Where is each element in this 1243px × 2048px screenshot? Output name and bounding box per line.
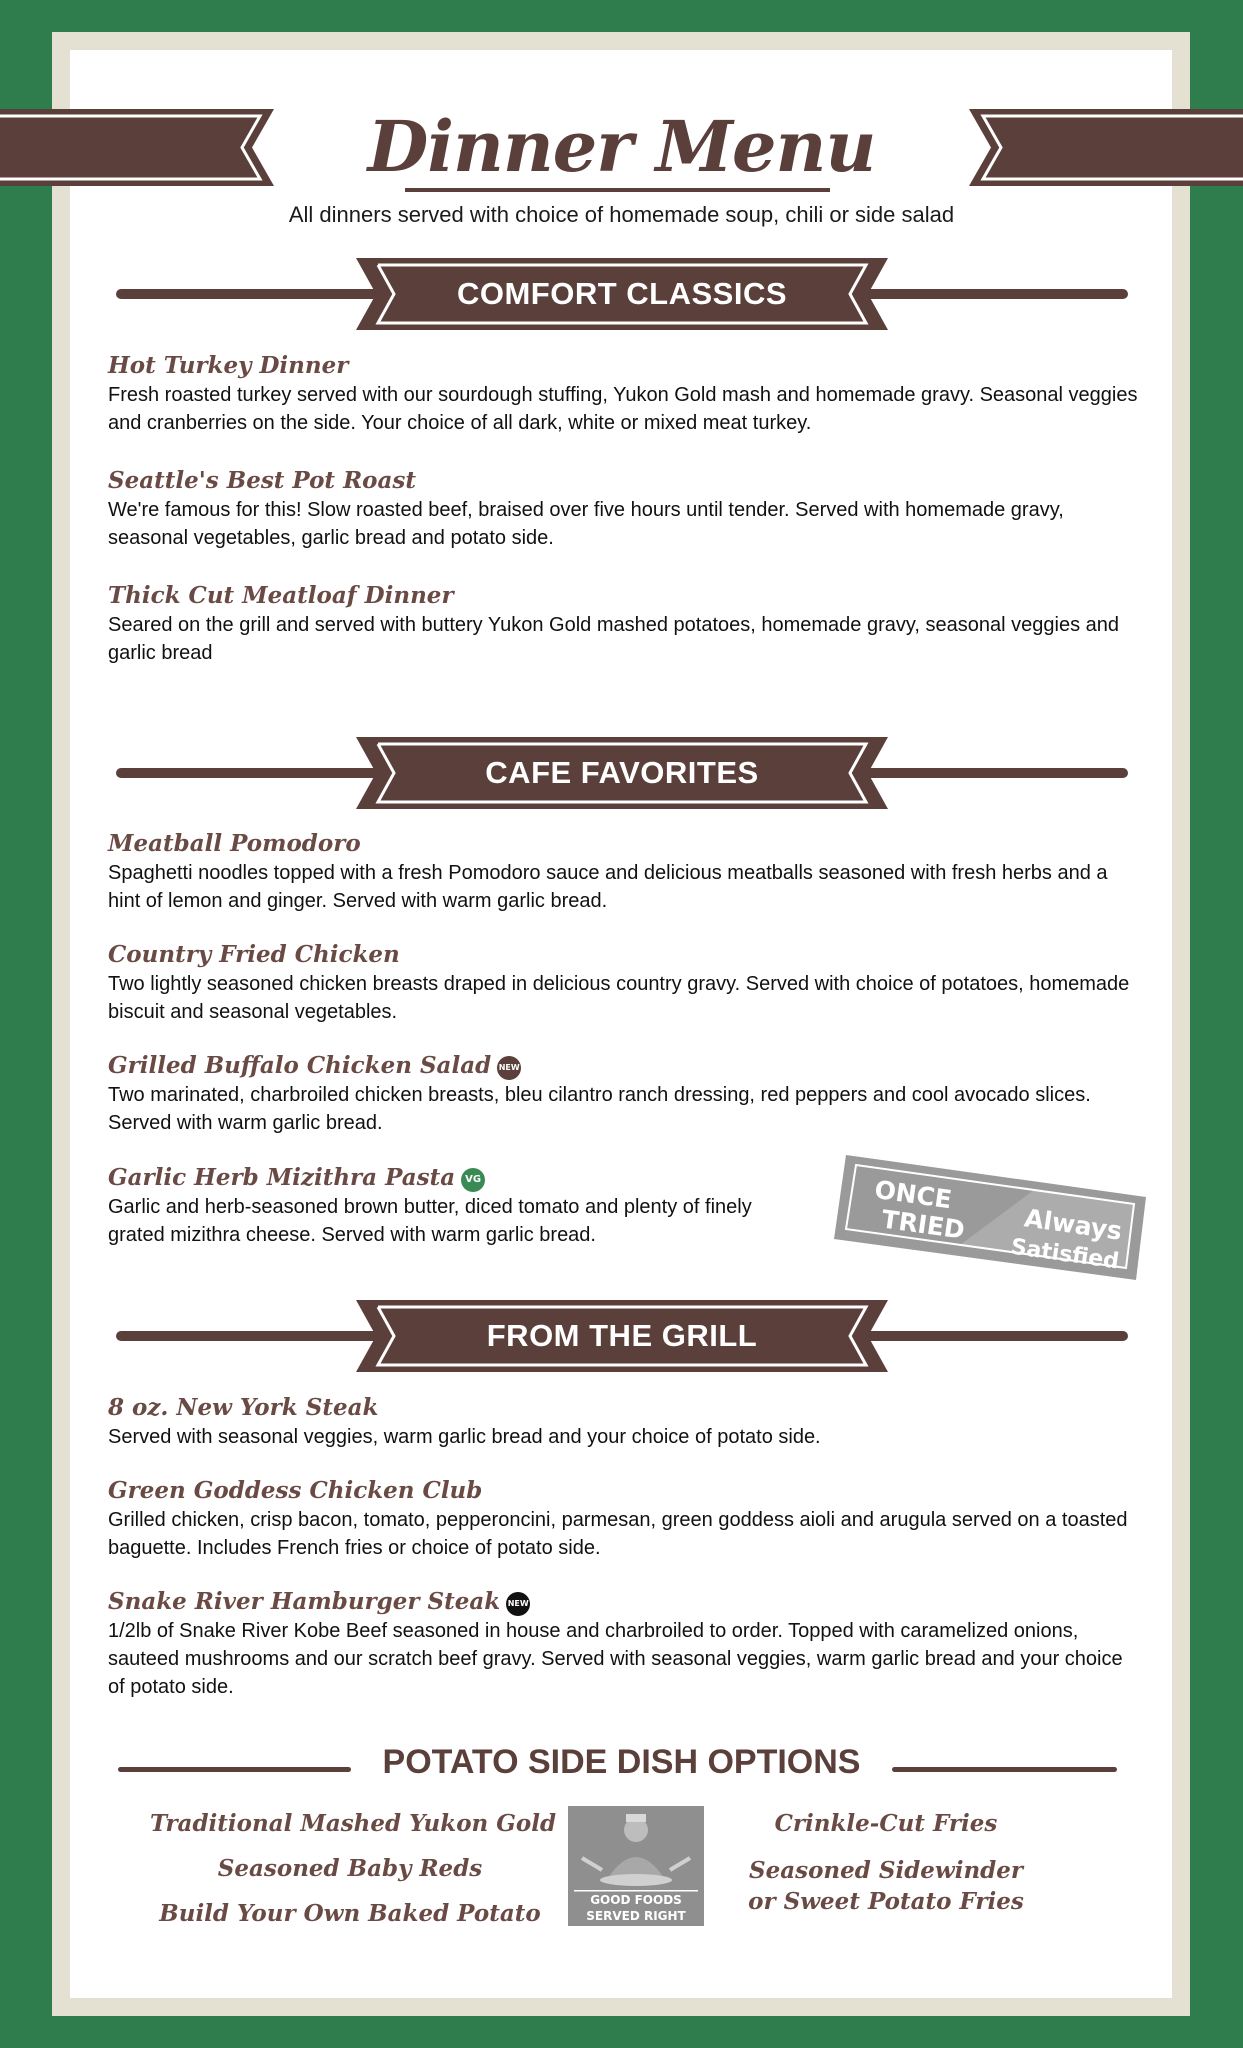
item-name: Green Goddess Chicken Club xyxy=(108,1477,483,1504)
item-description: We're famous for this! Slow roasted beef, braised over five hours until tender. Served with homemade gravy, seasonal vegetables, garlic bread and potato side. xyxy=(108,499,1064,549)
item-description: Garlic and herb-seasoned brown butter, diced tomato and plenty of finely grated mizithra cheese. Served with warm garlic bread. xyxy=(108,1196,752,1246)
item-name: Meatball Pomodoro xyxy=(108,830,361,857)
potato-section-title: POTATO SIDE DISH OPTIONS xyxy=(382,1743,861,1781)
title-underline xyxy=(405,188,830,192)
item-name: Garlic Herb Mizithra Pasta xyxy=(108,1164,456,1191)
good-foods-logo xyxy=(568,1806,704,1926)
potato-option: or Sweet Potato Fries xyxy=(748,1888,1024,1915)
menu-item xyxy=(108,466,1138,552)
potato-option: Traditional Mashed Yukon Gold xyxy=(150,1810,557,1837)
section-banner-from-the-grill xyxy=(116,1300,1128,1372)
item-description: Two lightly seasoned chicken breasts draped in delicious country gravy. Served with choice of potatoes, homemade biscuit and seasonal vegetables. xyxy=(108,973,1130,1023)
section-title: CAFE FAVORITES xyxy=(485,755,759,790)
item-description: Two marinated, charbroiled chicken breasts, bleu cilantro ranch dressing, red peppers and cool avocado slices. Served with warm garlic bread. xyxy=(108,1084,1091,1134)
new-badge: NEW xyxy=(506,1592,530,1616)
item-name: Snake River Hamburger Steak xyxy=(108,1588,501,1615)
new-badge: NEW xyxy=(497,1056,521,1080)
menu-item xyxy=(108,829,1138,915)
stamp-line-2: TRIED xyxy=(879,1204,967,1245)
item-name: Hot Turkey Dinner xyxy=(108,352,349,379)
menu-item xyxy=(108,1051,1138,1137)
item-description: Seared on the grill and served with buttery Yukon Gold mashed potatoes, homemade gravy, seasonal veggies and garlic bread xyxy=(108,614,1119,664)
menu-item xyxy=(108,1393,1138,1451)
vegetarian-badge: VG xyxy=(461,1168,485,1192)
once-tried-always-satisfied-stamp xyxy=(834,1155,1146,1280)
item-name: Thick Cut Meatloaf Dinner xyxy=(108,582,454,609)
menu-item xyxy=(108,1587,1138,1701)
menu-item xyxy=(108,1163,808,1249)
potato-option: Seasoned Sidewinder xyxy=(748,1857,1024,1884)
item-name: Grilled Buffalo Chicken Salad xyxy=(108,1052,492,1079)
section-banner-comfort-classics xyxy=(116,258,1128,330)
page-subtitle: All dinners served with choice of homemade soup, chili or side salad xyxy=(288,202,955,227)
item-name: 8 oz. New York Steak xyxy=(108,1394,379,1421)
potato-option: Seasoned Baby Reds xyxy=(217,1855,483,1882)
logo-line-2: SERVED RIGHT xyxy=(586,1909,686,1923)
item-description: Grilled chicken, crisp bacon, tomato, pepperoncini, parmesan, green goddess aioli and arugula served on a toasted baguette. Includes French fries or choice of potato side. xyxy=(108,1509,1128,1559)
menu-item xyxy=(108,581,1138,667)
page-title: Dinner Menu xyxy=(367,105,876,188)
menu-item xyxy=(108,351,1138,437)
potato-option: Build Your Own Baked Potato xyxy=(159,1900,541,1927)
logo-line-1: GOOD FOODS xyxy=(590,1893,682,1907)
item-name: Seattle's Best Pot Roast xyxy=(108,467,416,494)
section-banner-cafe-favorites xyxy=(116,737,1128,809)
stamp-line-4: Satisfied xyxy=(1009,1234,1121,1275)
item-name-row xyxy=(108,1051,1138,1081)
item-description: Spaghetti noodles topped with a fresh Pomodoro sauce and delicious meatballs seasoned with fresh herbs and a hint of lemon and ginger. Served with warm garlic bread. xyxy=(108,862,1108,912)
menu-item xyxy=(108,940,1138,1026)
item-name: Country Fried Chicken xyxy=(108,941,400,968)
section-title: FROM THE GRILL xyxy=(486,1318,758,1353)
item-name-row xyxy=(108,1587,1138,1617)
stamp-line-3: Always xyxy=(1022,1203,1124,1246)
item-description: Served with seasonal veggies, warm garlic bread and your choice of potato side. xyxy=(108,1426,821,1448)
stamp-line-1: ONCE xyxy=(872,1174,954,1215)
potato-option: Crinkle-Cut Fries xyxy=(774,1810,998,1837)
item-name-row xyxy=(108,1163,808,1193)
menu-item xyxy=(108,1476,1138,1562)
item-description: Fresh roasted turkey served with our sourdough stuffing, Yukon Gold mash and homemade gravy. Seasonal veggies and cranberries on the side. Your choice of all dark, white or mixed meat turkey. xyxy=(108,384,1138,434)
section-title: COMFORT CLASSICS xyxy=(456,276,788,311)
item-description: 1/2lb of Snake River Kobe Beef seasoned in house and charbroiled to order. Topped with caramelized onions, sauteed mushrooms and our scratch beef gravy. Served with seasonal veggies, warm garlic bread and your choice of potato side. xyxy=(108,1620,1123,1698)
